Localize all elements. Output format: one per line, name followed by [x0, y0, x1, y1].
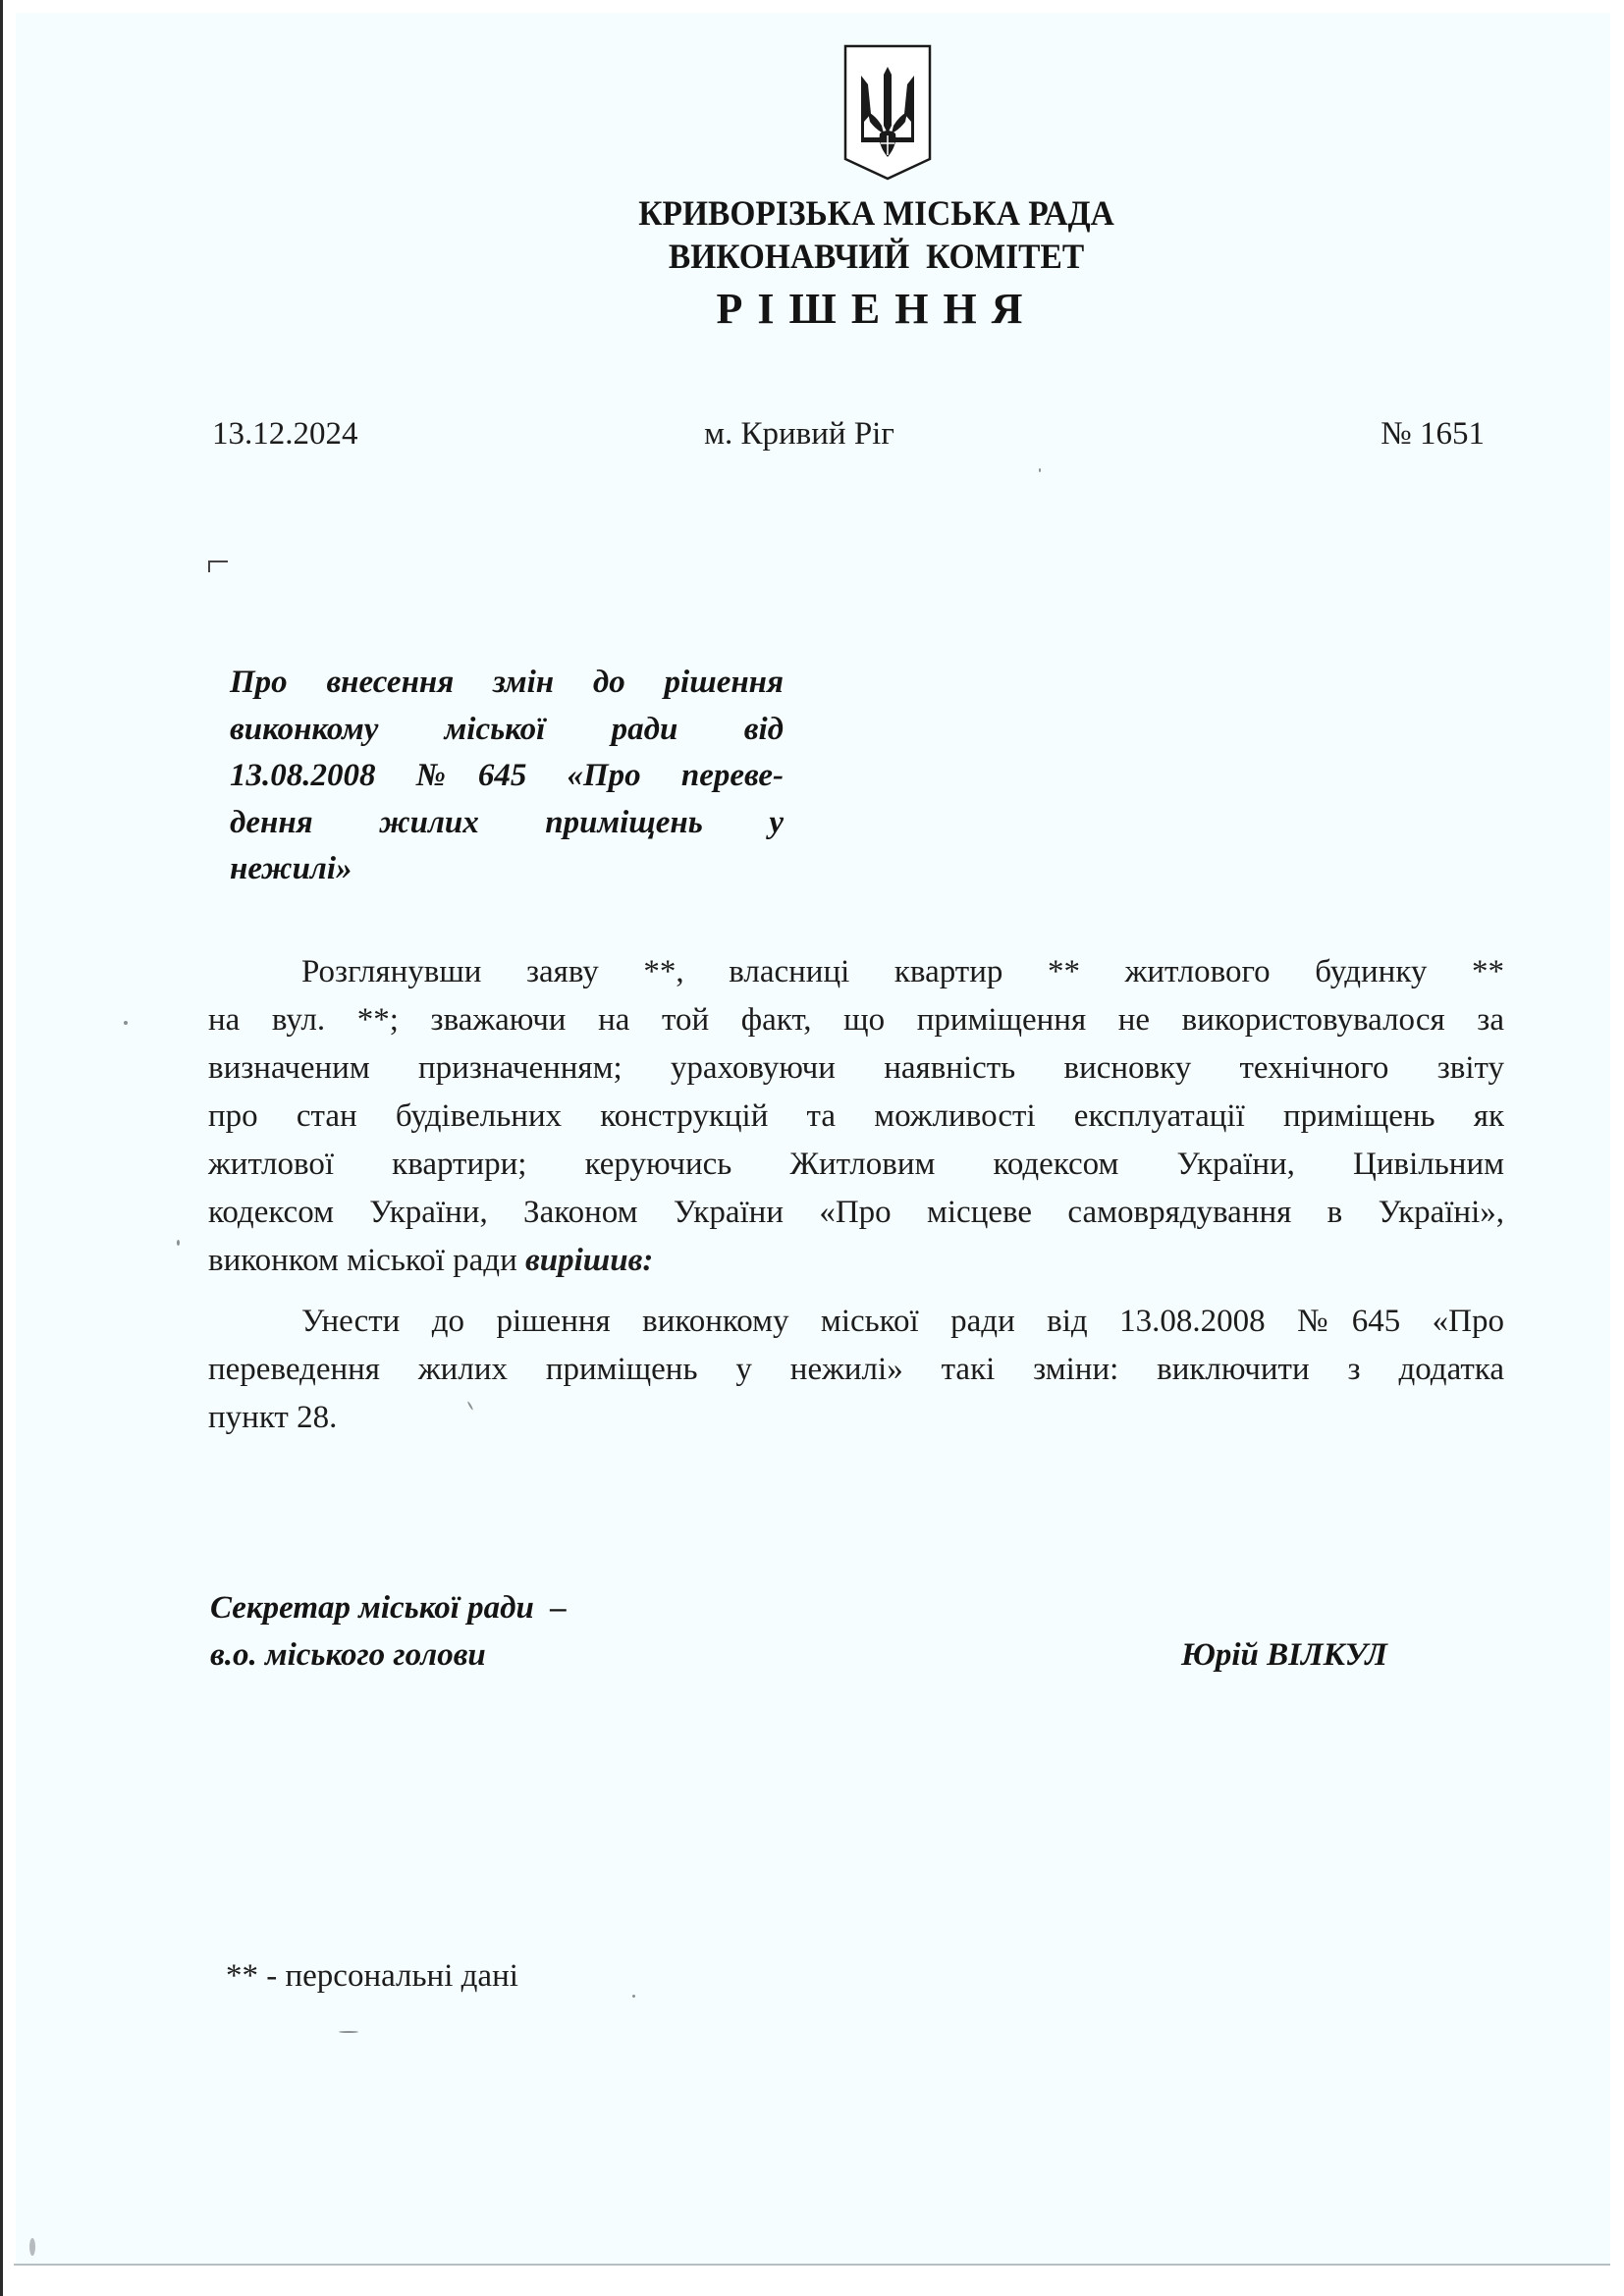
decided-prefix: виконком міської ради — [208, 1243, 525, 1278]
preamble-paragraph — [208, 948, 1504, 1285]
title-line: дення жилих приміщень у — [230, 804, 784, 840]
body-line: пункт 28. — [208, 1400, 338, 1435]
scan-speck — [1039, 468, 1041, 472]
body-line: на вул. **; зважаючи на той факт, що приміщення не використовувалося за — [208, 1002, 1504, 1038]
decision-title — [230, 660, 784, 893]
coat-of-arms-of-ukraine-icon — [842, 43, 933, 183]
signatory-position-line1: Секретар міської ради – — [210, 1590, 567, 1626]
scan-speck — [339, 2031, 358, 2033]
title-line: 13.08.2008 №645 «Про переве- — [230, 758, 784, 793]
title-line: виконкому міської ради від — [230, 711, 784, 747]
council-name — [582, 192, 1171, 234]
signatory-position-line2: в.о. міського голови — [210, 1637, 486, 1673]
document-type-text: РІШЕННЯ — [716, 285, 1038, 333]
resolution-paragraph — [208, 1298, 1504, 1442]
decided-keyword: вирішив: — [525, 1243, 654, 1278]
title-line: Про внесення змін до рішення — [230, 665, 784, 700]
body-line: Розглянувши заяву **, власниці квартир ** житлового будинку ** — [301, 954, 1504, 989]
decision-number: № 1651 — [1380, 416, 1485, 452]
scan-edge — [0, 0, 3, 2296]
scan-speck — [632, 1995, 635, 1998]
scan-speck — [177, 1240, 180, 1246]
body-line: Унести до рішення виконкому міської ради від 13.08.2008 №645 «Про — [301, 1304, 1504, 1339]
title-corner-mark — [208, 561, 228, 572]
scan-speck — [124, 1021, 128, 1025]
signatory-position — [210, 1584, 567, 1679]
committee-name — [582, 236, 1171, 277]
committee-name-text: ВИКОНАВЧИЙ КОМІТЕТ — [669, 237, 1085, 276]
scan-speck — [29, 2238, 35, 2256]
body-line: визначеним призначенням; ураховуючи наявність висновку технічного звіту — [208, 1050, 1504, 1086]
body-line: переведення жилих приміщень у нежилі» такі зміни: виключити з додатка — [208, 1352, 1504, 1387]
body-line: про стан будівельних конструкцій та можливості експлуатації приміщень як — [208, 1098, 1504, 1134]
signatory-name: Юрій ВІЛКУЛ — [1181, 1637, 1388, 1673]
council-name-text: КРИВОРІЗЬКА МІСЬКА РАДА — [638, 193, 1115, 233]
body-line-decided — [208, 1237, 1504, 1285]
title-line: нежилі» — [230, 851, 352, 886]
scan-artifact-line — [14, 2264, 1610, 2266]
personal-data-footnote: ** - персональні дані — [226, 1958, 518, 1994]
body-line: кодексом України, Законом України «Про місцеве самоврядування в Україні», — [208, 1195, 1504, 1230]
document-type — [582, 284, 1171, 334]
decision-city: м. Кривий Ріг — [704, 416, 894, 452]
decision-date: 13.12.2024 — [212, 416, 358, 452]
body-line: житлової квартири; керуючись Житловим кодексом України, Цивільним — [208, 1147, 1504, 1182]
